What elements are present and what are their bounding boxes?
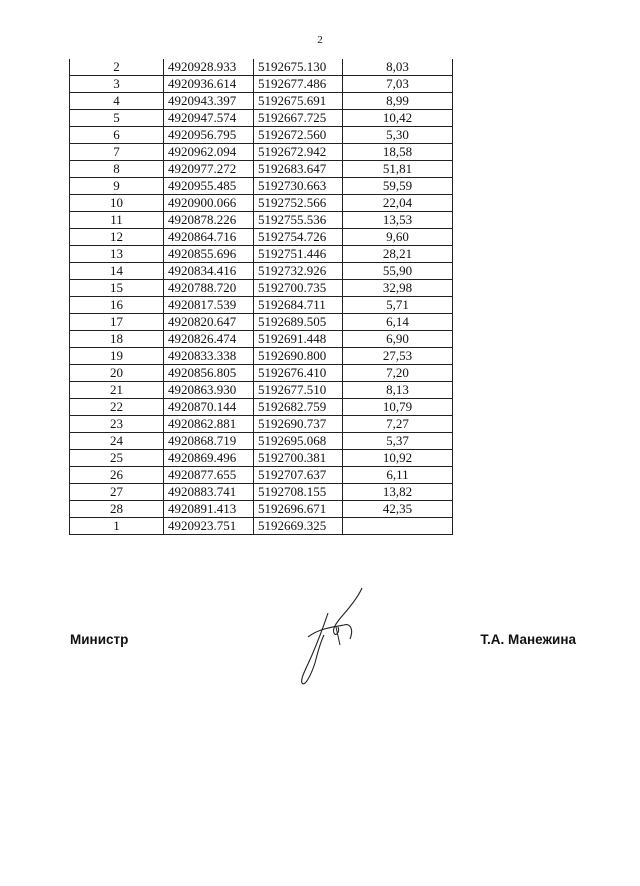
segment-length-cell: 8,03: [343, 59, 453, 76]
table-row: [70, 280, 453, 297]
table-row: [70, 450, 453, 467]
point-number-cell: 4: [70, 93, 164, 110]
x-coordinate-cell: 4920856.805: [164, 365, 254, 382]
y-coordinate-cell: 5192691.448: [254, 331, 343, 348]
table-row: [70, 59, 453, 76]
segment-length-cell: 5,71: [343, 297, 453, 314]
segment-length-cell: 8,99: [343, 93, 453, 110]
table-row: [70, 518, 453, 535]
table-row: [70, 195, 453, 212]
point-number-cell: 12: [70, 229, 164, 246]
point-number-cell: 10: [70, 195, 164, 212]
y-coordinate-cell: 5192696.671: [254, 501, 343, 518]
point-number-cell: 28: [70, 501, 164, 518]
point-number-cell: 24: [70, 433, 164, 450]
point-number-cell: 11: [70, 212, 164, 229]
handwritten-signature: [288, 585, 368, 690]
segment-length-cell: 7,20: [343, 365, 453, 382]
x-coordinate-cell: 4920833.338: [164, 348, 254, 365]
y-coordinate-cell: 5192732.926: [254, 263, 343, 280]
y-coordinate-cell: 5192700.735: [254, 280, 343, 297]
point-number-cell: 2: [70, 59, 164, 76]
x-coordinate-cell: 4920817.539: [164, 297, 254, 314]
table-row: [70, 365, 453, 382]
y-coordinate-cell: 5192672.560: [254, 127, 343, 144]
x-coordinate-cell: 4920900.066: [164, 195, 254, 212]
x-coordinate-cell: 4920883.741: [164, 484, 254, 501]
y-coordinate-cell: 5192689.505: [254, 314, 343, 331]
y-coordinate-cell: 5192672.942: [254, 144, 343, 161]
table-row: [70, 229, 453, 246]
x-coordinate-cell: 4920955.485: [164, 178, 254, 195]
point-number-cell: 20: [70, 365, 164, 382]
y-coordinate-cell: 5192683.647: [254, 161, 343, 178]
point-number-cell: 16: [70, 297, 164, 314]
table-row: [70, 144, 453, 161]
point-number-cell: 22: [70, 399, 164, 416]
table-row: [70, 382, 453, 399]
segment-length-cell: [343, 518, 453, 535]
segment-length-cell: 22,04: [343, 195, 453, 212]
point-number-cell: 19: [70, 348, 164, 365]
segment-length-cell: 5,37: [343, 433, 453, 450]
y-coordinate-cell: 5192677.486: [254, 76, 343, 93]
segment-length-cell: 7,27: [343, 416, 453, 433]
y-coordinate-cell: 5192675.130: [254, 59, 343, 76]
segment-length-cell: 8,13: [343, 382, 453, 399]
segment-length-cell: 10,42: [343, 110, 453, 127]
table-row: [70, 76, 453, 93]
x-coordinate-cell: 4920869.496: [164, 450, 254, 467]
point-number-cell: 23: [70, 416, 164, 433]
signer-name: Т.А. Манежина: [480, 632, 576, 647]
table-row: [70, 484, 453, 501]
segment-length-cell: 18,58: [343, 144, 453, 161]
point-number-cell: 6: [70, 127, 164, 144]
x-coordinate-cell: 4920863.930: [164, 382, 254, 399]
y-coordinate-cell: 5192682.759: [254, 399, 343, 416]
x-coordinate-cell: 4920962.094: [164, 144, 254, 161]
segment-length-cell: 6,11: [343, 467, 453, 484]
point-number-cell: 3: [70, 76, 164, 93]
segment-length-cell: 5,30: [343, 127, 453, 144]
x-coordinate-cell: 4920788.720: [164, 280, 254, 297]
point-number-cell: 25: [70, 450, 164, 467]
y-coordinate-cell: 5192730.663: [254, 178, 343, 195]
point-number-cell: 26: [70, 467, 164, 484]
table-row: [70, 161, 453, 178]
table-row: [70, 416, 453, 433]
table-row: [70, 501, 453, 518]
table-row: [70, 127, 453, 144]
y-coordinate-cell: 5192690.737: [254, 416, 343, 433]
x-coordinate-cell: 4920864.716: [164, 229, 254, 246]
point-number-cell: 13: [70, 246, 164, 263]
point-number-cell: 21: [70, 382, 164, 399]
table-row: [70, 348, 453, 365]
table-row: [70, 297, 453, 314]
point-number-cell: 8: [70, 161, 164, 178]
segment-length-cell: 6,90: [343, 331, 453, 348]
segment-length-cell: 42,35: [343, 501, 453, 518]
table-row: [70, 246, 453, 263]
segment-length-cell: 28,21: [343, 246, 453, 263]
x-coordinate-cell: 4920878.226: [164, 212, 254, 229]
segment-length-cell: 51,81: [343, 161, 453, 178]
x-coordinate-cell: 4920936.614: [164, 76, 254, 93]
y-coordinate-cell: 5192708.155: [254, 484, 343, 501]
x-coordinate-cell: 4920877.655: [164, 467, 254, 484]
y-coordinate-cell: 5192676.410: [254, 365, 343, 382]
signer-title: Министр: [70, 632, 129, 647]
y-coordinate-cell: 5192677.510: [254, 382, 343, 399]
table-row: [70, 467, 453, 484]
segment-length-cell: 27,53: [343, 348, 453, 365]
segment-length-cell: 13,53: [343, 212, 453, 229]
table-row: [70, 110, 453, 127]
table-row: [70, 212, 453, 229]
point-number-cell: 5: [70, 110, 164, 127]
coordinates-table-body: [70, 59, 453, 535]
segment-length-cell: 9,60: [343, 229, 453, 246]
x-coordinate-cell: 4920820.647: [164, 314, 254, 331]
table-row: [70, 331, 453, 348]
x-coordinate-cell: 4920977.272: [164, 161, 254, 178]
point-number-cell: 9: [70, 178, 164, 195]
segment-length-cell: 10,92: [343, 450, 453, 467]
segment-length-cell: 10,79: [343, 399, 453, 416]
segment-length-cell: 55,90: [343, 263, 453, 280]
y-coordinate-cell: 5192752.566: [254, 195, 343, 212]
segment-length-cell: 13,82: [343, 484, 453, 501]
table-row: [70, 399, 453, 416]
x-coordinate-cell: 4920891.413: [164, 501, 254, 518]
table-row: [70, 433, 453, 450]
table-row: [70, 263, 453, 280]
x-coordinate-cell: 4920868.719: [164, 433, 254, 450]
segment-length-cell: 6,14: [343, 314, 453, 331]
y-coordinate-cell: 5192667.725: [254, 110, 343, 127]
point-number-cell: 7: [70, 144, 164, 161]
y-coordinate-cell: 5192707.637: [254, 467, 343, 484]
segment-length-cell: 59,59: [343, 178, 453, 195]
segment-length-cell: 32,98: [343, 280, 453, 297]
x-coordinate-cell: 4920870.144: [164, 399, 254, 416]
y-coordinate-cell: 5192754.726: [254, 229, 343, 246]
segment-length-cell: 7,03: [343, 76, 453, 93]
point-number-cell: 18: [70, 331, 164, 348]
x-coordinate-cell: 4920956.795: [164, 127, 254, 144]
point-number-cell: 14: [70, 263, 164, 280]
y-coordinate-cell: 5192695.068: [254, 433, 343, 450]
x-coordinate-cell: 4920928.933: [164, 59, 254, 76]
x-coordinate-cell: 4920834.416: [164, 263, 254, 280]
y-coordinate-cell: 5192690.800: [254, 348, 343, 365]
page-number: 2: [317, 34, 323, 46]
y-coordinate-cell: 5192684.711: [254, 297, 343, 314]
point-number-cell: 1: [70, 518, 164, 535]
coordinates-table: [69, 59, 453, 535]
x-coordinate-cell: 4920826.474: [164, 331, 254, 348]
point-number-cell: 27: [70, 484, 164, 501]
point-number-cell: 15: [70, 280, 164, 297]
y-coordinate-cell: 5192700.381: [254, 450, 343, 467]
x-coordinate-cell: 4920862.881: [164, 416, 254, 433]
y-coordinate-cell: 5192751.446: [254, 246, 343, 263]
x-coordinate-cell: 4920947.574: [164, 110, 254, 127]
y-coordinate-cell: 5192669.325: [254, 518, 343, 535]
x-coordinate-cell: 4920943.397: [164, 93, 254, 110]
y-coordinate-cell: 5192755.536: [254, 212, 343, 229]
x-coordinate-cell: 4920923.751: [164, 518, 254, 535]
x-coordinate-cell: 4920855.696: [164, 246, 254, 263]
table-row: [70, 178, 453, 195]
table-row: [70, 314, 453, 331]
point-number-cell: 17: [70, 314, 164, 331]
y-coordinate-cell: 5192675.691: [254, 93, 343, 110]
table-row: [70, 93, 453, 110]
